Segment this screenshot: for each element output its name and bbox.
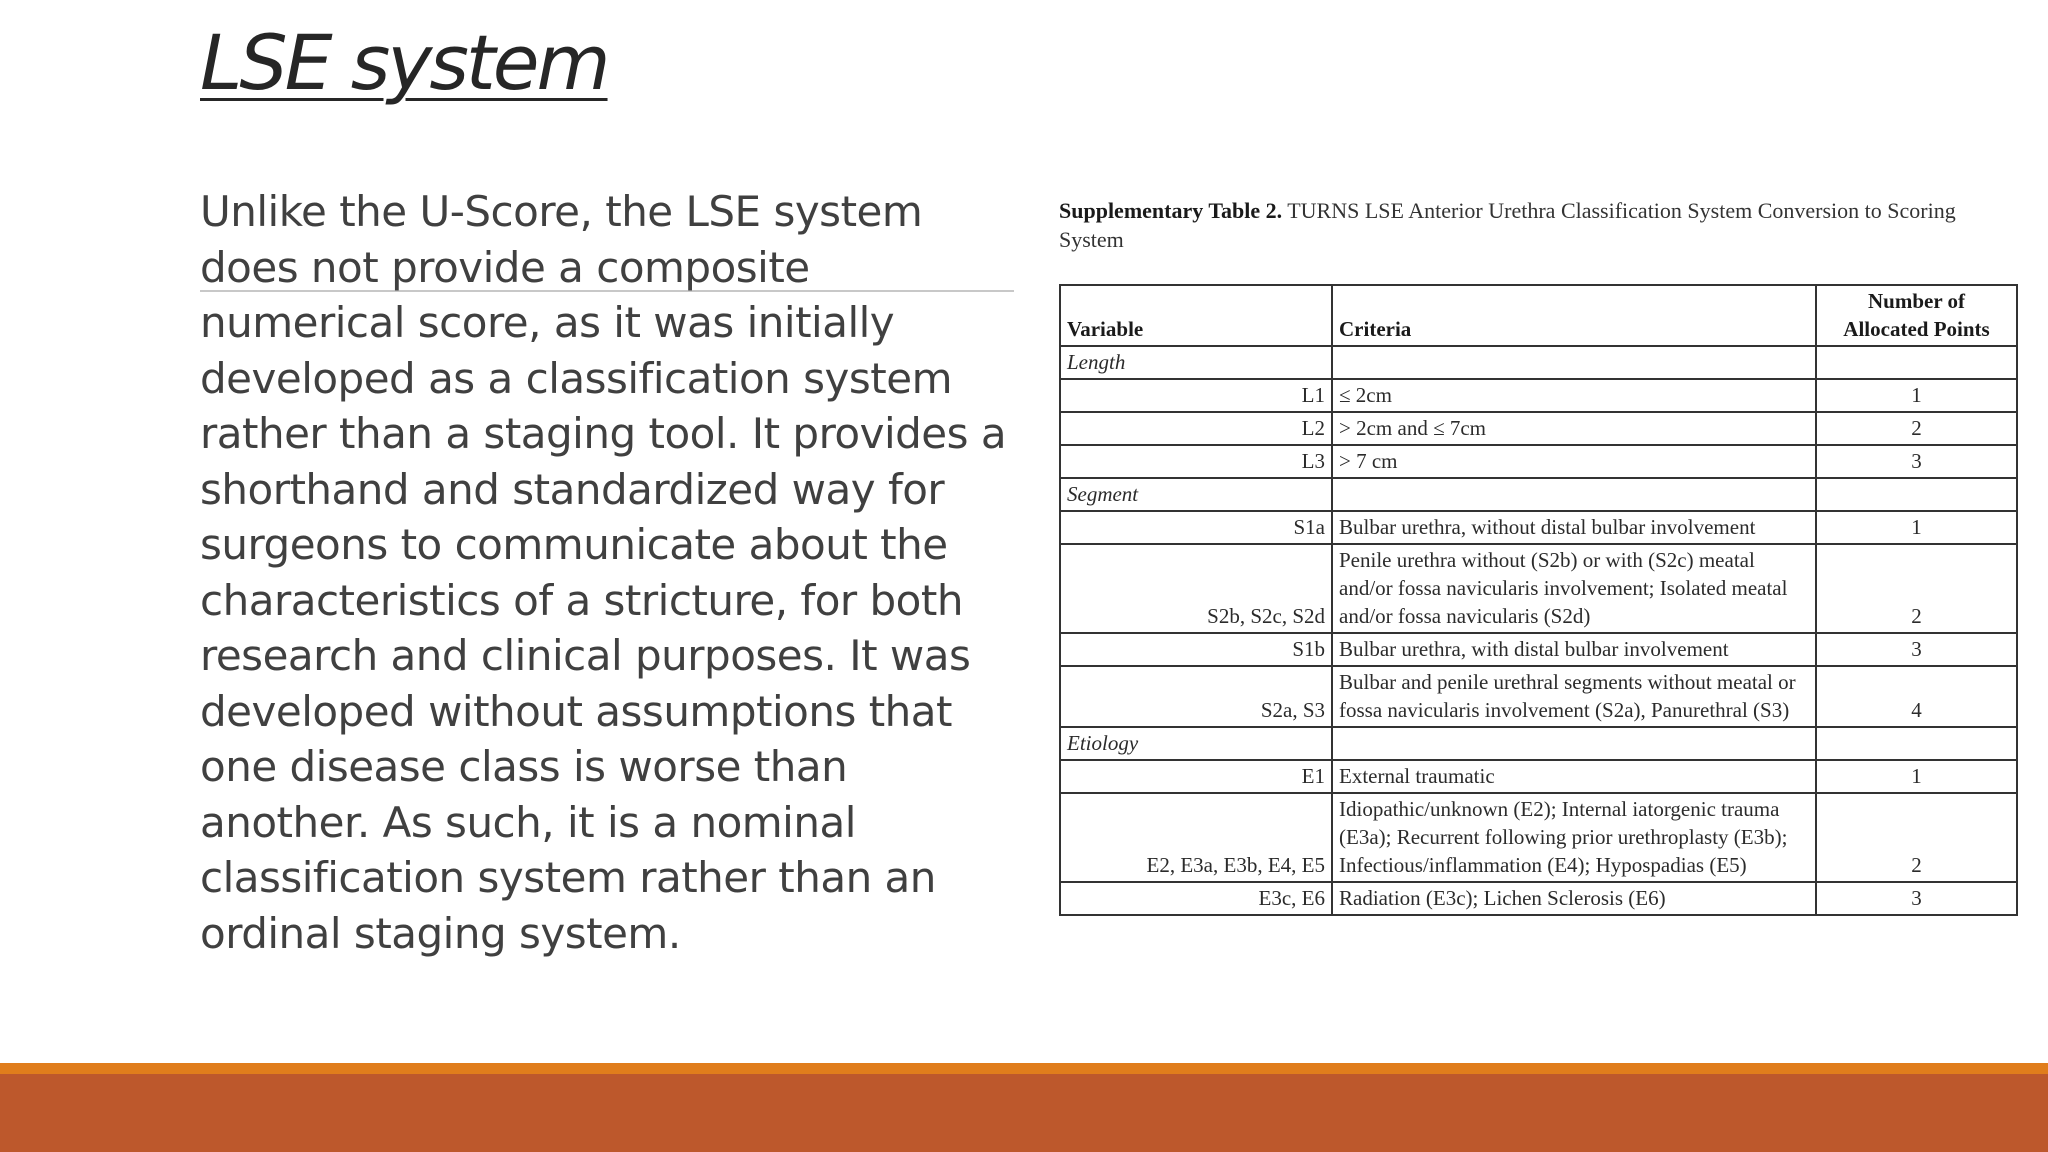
empty-cell [1332,478,1816,511]
variable-cell: L2 [1060,412,1332,445]
table-row [1060,793,2017,882]
criteria-cell: Idiopathic/unknown (E2); Internal iatorgenic trauma (E3a); Recurrent following prior urethroplasty (E3b); Infectious/inflammation (E4); Hypospadias (E5) [1332,793,1816,882]
lse-conversion-table [1059,284,2018,916]
empty-cell [1816,346,2017,379]
table-row [1060,544,2017,633]
body-line: shorthand and standardized way for [200,464,945,514]
table-row [1060,445,2017,478]
criteria-cell: ≤ 2cm [1332,379,1816,412]
variable-cell: E1 [1060,760,1332,793]
points-cell: 2 [1816,793,2017,882]
table-caption-text: TURNS LSE Anterior Urethra Classification System Conversion to Scoring System [1059,198,1956,252]
criteria-cell: > 2cm and ≤ 7cm [1332,412,1816,445]
body-line: surgeons to communicate about the [200,520,948,569]
table-caption [1059,196,1999,254]
table-header-row [1060,285,2017,346]
criteria-cell: Penile urethra without (S2b) or with (S2c) meatal and/or fossa navicularis involvement; Isolated meatal and/or fossa navicularis (S2d) [1332,544,1816,633]
group-label-length: Length [1060,346,1332,379]
body-line: does not provide a composite [200,242,810,292]
variable-cell: E3c, E6 [1060,882,1332,915]
table-group-row [1060,727,2017,760]
header-criteria: Criteria [1332,285,1816,346]
points-cell: 1 [1816,379,2017,412]
points-cell: 2 [1816,412,2017,445]
body-text [200,184,1020,961]
table-caption-label: Supplementary Table 2. [1059,198,1283,223]
header-variable: Variable [1060,285,1332,346]
group-label-etiology: Etiology [1060,727,1332,760]
variable-cell: S1b [1060,633,1332,666]
table-row [1060,882,2017,915]
body-line: research and clinical purposes. It was [200,631,971,680]
points-cell: 4 [1816,666,2017,727]
criteria-cell: External traumatic [1332,760,1816,793]
body-line: Unlike the U-Score, the LSE system [200,187,923,236]
empty-cell [1332,346,1816,379]
empty-cell [1332,727,1816,760]
points-cell: 3 [1816,633,2017,666]
points-cell: 3 [1816,882,2017,915]
table-row [1060,511,2017,544]
points-cell: 1 [1816,760,2017,793]
footer-accent-stripe [0,1063,2048,1074]
body-line: numerical score, as it was initially [200,298,895,347]
variable-cell: S2b, S2c, S2d [1060,544,1332,633]
table-row [1060,760,2017,793]
variable-cell: S2a, S3 [1060,666,1332,727]
body-line: characteristics of a stricture, for both [200,575,963,625]
table-row [1060,412,2017,445]
header-points-line2: Allocated Points [1843,317,1990,341]
criteria-cell: Radiation (E3c); Lichen Sclerosis (E6) [1332,882,1816,915]
body-line: another. As such, it is a nominal [200,797,856,847]
group-label-segment: Segment [1060,478,1332,511]
table-group-row [1060,346,2017,379]
body-line: ordinal staging system. [200,908,681,958]
criteria-cell: > 7 cm [1332,445,1816,478]
body-line: rather than a staging tool. It provides a [200,409,1007,458]
variable-cell: L1 [1060,379,1332,412]
variable-cell: S1a [1060,511,1332,544]
footer-bar [0,1074,2048,1152]
points-cell: 2 [1816,544,2017,633]
body-line: developed as a classification system [200,353,952,403]
criteria-cell: Bulbar urethra, with distal bulbar involvement [1332,633,1816,666]
empty-cell [1816,727,2017,760]
empty-cell [1816,478,2017,511]
table-row [1060,666,2017,727]
points-cell: 1 [1816,511,2017,544]
header-points [1816,285,2017,346]
table-row [1060,379,2017,412]
body-line: one disease class is worse than [200,742,848,791]
variable-cell: E2, E3a, E3b, E4, E5 [1060,793,1332,882]
header-points-line1: Number of [1867,289,1966,313]
body-line: classification system rather than an [200,853,936,902]
variable-cell: L3 [1060,445,1332,478]
table-group-row [1060,478,2017,511]
table-row [1060,633,2017,666]
points-cell: 3 [1816,445,2017,478]
criteria-cell: Bulbar urethra, without distal bulbar involvement [1332,511,1816,544]
slide-title: LSE system [200,18,608,107]
body-line: developed without assumptions that [200,686,952,736]
criteria-cell: Bulbar and penile urethral segments without meatal or fossa navicularis involvement (S2a), Panurethral (S3) [1332,666,1816,727]
